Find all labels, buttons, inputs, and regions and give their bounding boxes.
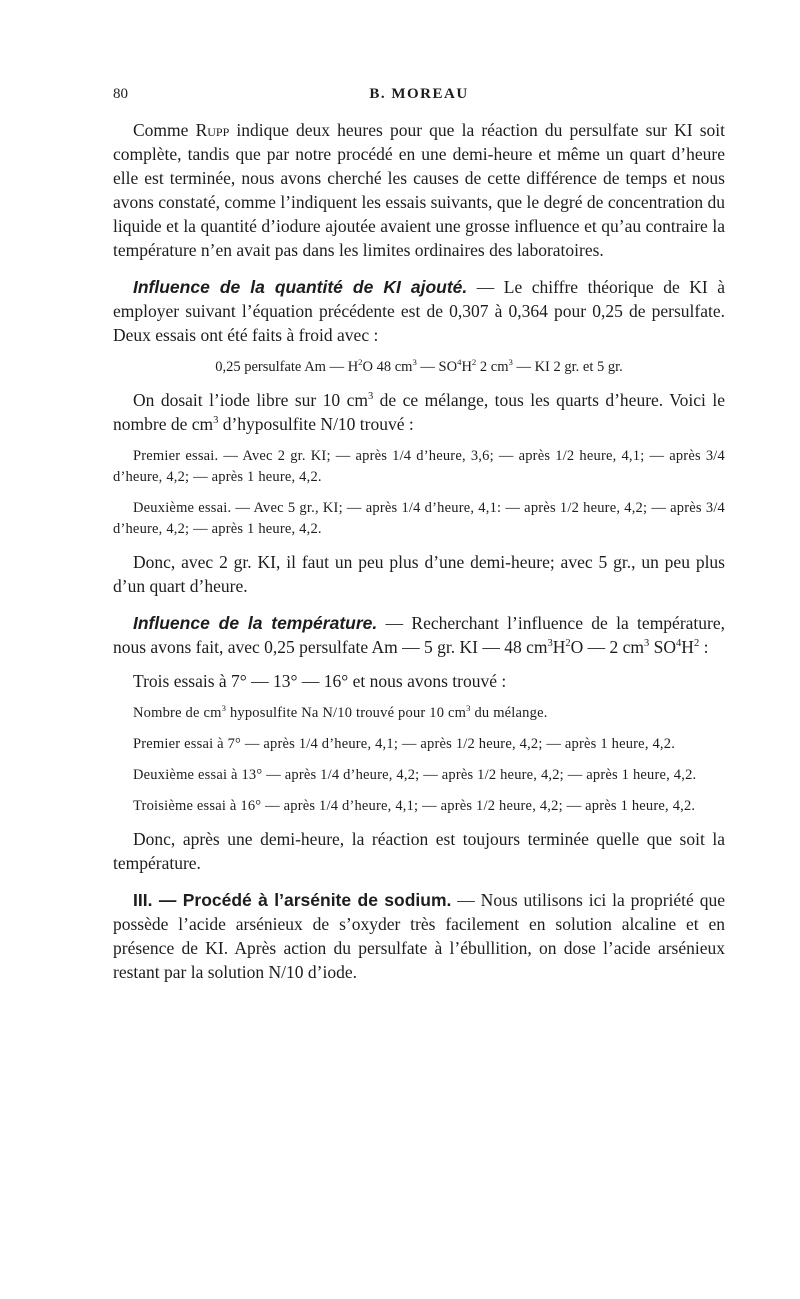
trial-temperature-third: Troisième essai à 16° — après 1/4 d’heure, 4,1; — après 1/2 heure, 4,2; — après 1 heure, 4,2. — [133, 798, 696, 814]
author-name: Rupp — [195, 120, 230, 140]
running-head: B. MOREAU — [369, 86, 469, 102]
page-header — [113, 86, 725, 110]
paragraph-iodine-dosing: On dosait l’iode libre sur 10 $cm^3$ de ce mélange, tous les quarts d’heure. Voici le nombre de $cm^3$ d’hyposulfite N/10 trouvé : — [113, 390, 725, 434]
paragraph-temperature-conclusion: Donc, après une demi-heure, la réaction est toujours terminée quelle que soit la température. — [113, 829, 725, 873]
trial-temperature-first: Premier essai à 7° — après 1/4 d’heure, 4,1; — après 1/2 heure, 4,2; — après 1 heure, 4,2. — [133, 736, 676, 752]
paragraph-intro: Comme Rupp indique deux heures pour que la réaction du persulfate sur KI soit complète, tandis que par notre procédé en une demi-heure et même un quart d’heure elle est terminée, nous avons cherché les causes de cette différence de temps et nous avons constaté, comme l’indiquent les essais suivants, que le degré de concentration du liquide et la quantité d’iodure ajoutée avaient une grosse influence et qu’au contraire la température n’en avait pas dans les limites ordinaires des laboratoires. — [113, 120, 726, 260]
section-heading-arsenite: III. — Procédé à l’arsénite de sodium. — [133, 890, 452, 910]
trial-temperature-second: Deuxième essai à 13° — après 1/4 d’heure, 4,2; — après 1/2 heure, 4,2; — après 1 heure, 4,2. — [133, 767, 697, 783]
page-number: 80 — [113, 86, 128, 102]
formula-reagents: 0,25 persulfate Am — $H^2O$ 48 $cm^3$ — $SO^4H^2$ 2 $cm^3$ — KI 2 gr. et 5 gr. — [215, 357, 623, 375]
paragraph-arsenite-procedure: III. — Procédé à l’arsénite de sodium. — Nous utilisons ici la propriété que possède l’acide arsénieux de s’oxyder très facilement en solution alcaline et en présence de KI. Après action du persulfate à l’ébullition, on dose l’acide arsénieux restant par la solution N/10 d’iode. — [113, 890, 725, 982]
page-body — [113, 118, 725, 984]
trial-ki-second: Deuxième essai. — Avec 5 gr., KI; — après 1/4 d’heure, 4,1: — après 1/2 heure, 4,2; — après 3/4 d’heure, 4,2; — après 1 heure, 4,2. — [113, 500, 725, 537]
paragraph-ki-influence: Influence de la quantité de KI ajouté. — Le chiffre théorique de KI à employer suivant l’équation précédente est de 0,307 à 0,364 pour 0,25 de persulfate. Deux essais ont été faits à froid avec : — [113, 277, 725, 345]
paragraph-ki-conclusion: Donc, avec 2 gr. KI, il faut un peu plus d’une demi-heure; avec 5 gr., un peu plus d’un quart d’heure. — [113, 552, 725, 596]
paragraph-hyposulfite-count: Nombre de $cm^3$ hyposulfite Na N/10 trouvé pour 10 $cm^3$ du mélange. — [133, 703, 548, 721]
trial-ki-first: Premier essai. — Avec 2 gr. KI; — après 1/4 d’heure, 3,6; — après 1/2 heure, 4,1; — après 3/4 d’heure, 4,2; — après 1 heure, 4,2. — [113, 448, 725, 485]
paragraph-temperature-influence: Influence de la température. — Recherchant l’influence de la température, nous avons fait, avec 0,25 persulfate Am — 5 gr. KI — 48 $cm^3H^2O$ — 2 $cm^3$ $SO^4H^2$ : — [113, 613, 725, 657]
paragraph-three-trials: Trois essais à 7° — 13° — 16° et nous avons trouvé : — [133, 671, 507, 691]
section-heading-temperature: Influence de la température. — [133, 613, 378, 633]
section-heading-ki: Influence de la quantité de KI ajouté. — [133, 277, 468, 297]
